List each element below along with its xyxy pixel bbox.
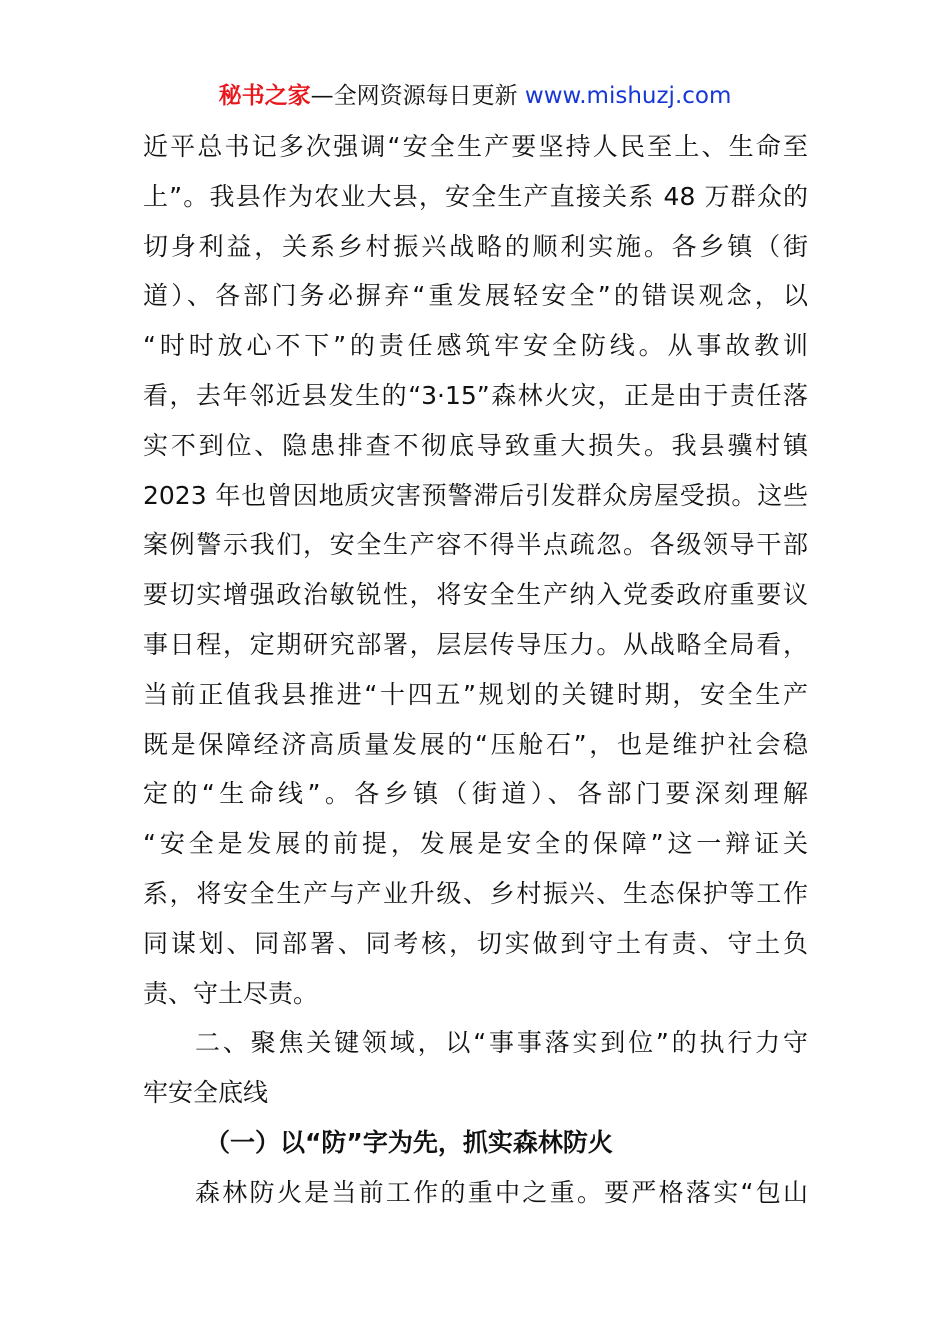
body-line: 近平总书记多次强调“安全生产要坚持人民至上、生命至 bbox=[143, 132, 808, 161]
body-line: 同谋划、同部署、同考核，切实做到守土有责、守土负 bbox=[143, 928, 808, 958]
section-heading: 二、聚焦关键领域，以“事事落实到位”的执行力守 bbox=[195, 1028, 808, 1058]
body-line: 定的“生命线”。各乡镇（街道）、各部门要深刻理解 bbox=[143, 779, 808, 809]
body-line: 看，去年邻近县发生的“3·15”森林火灾，正是由于责任落 bbox=[143, 380, 808, 410]
body-line: 上”。我县作为农业大县，安全生产直接关系 48 万群众的 bbox=[143, 181, 808, 211]
body-line: 切身利益，关系乡村振兴战略的顺利实施。各乡镇（街 bbox=[143, 231, 808, 261]
subsection-heading: （一）以“防”字为先，抓实森林防火 bbox=[205, 1127, 613, 1157]
document-body bbox=[143, 122, 808, 1218]
body-line: 既是保障经济高质量发展的“压舱石”，也是维护社会稳 bbox=[143, 729, 808, 759]
brand-name: 秘书之家 bbox=[218, 83, 311, 109]
header-tagline: —全网资源每日更新 bbox=[310, 83, 518, 109]
body-line: 责、守土尽责。 bbox=[143, 978, 319, 1008]
body-line: “安全是发展的前提，发展是安全的保障”这一辩证关 bbox=[143, 829, 808, 859]
body-line: 当前正值我县推进“十四五”规划的关键时期，安全生产 bbox=[143, 679, 808, 709]
site-header bbox=[0, 80, 950, 112]
body-line: 2023 年也曾因地质灾害预警滞后引发群众房屋受损。这些 bbox=[143, 480, 808, 510]
body-line: “时时放心不下”的责任感筑牢安全防线。从事故教训 bbox=[143, 331, 808, 361]
body-line: 案例警示我们，安全生产容不得半点疏忽。各级领导干部 bbox=[143, 530, 808, 560]
body-line: 道）、各部门务必摒弃“重发展轻安全”的错误观念，以 bbox=[143, 281, 808, 311]
body-line: 实不到位、隐患排查不彻底导致重大损失。我县骥村镇 bbox=[143, 430, 808, 460]
paragraph-start: 森林防火是当前工作的重中之重。要严格落实“包山 bbox=[195, 1177, 808, 1207]
section-heading-continuation: 牢安全底线 bbox=[143, 1078, 269, 1108]
site-url[interactable]: www.mishuzj.com bbox=[524, 83, 732, 109]
body-line: 事日程，定期研究部署，层层传导压力。从战略全局看， bbox=[143, 629, 808, 659]
body-line: 要切实增强政治敏锐性，将安全生产纳入党委政府重要议 bbox=[143, 580, 808, 610]
body-line: 系，将安全生产与产业升级、乡村振兴、生态保护等工作 bbox=[143, 878, 808, 908]
